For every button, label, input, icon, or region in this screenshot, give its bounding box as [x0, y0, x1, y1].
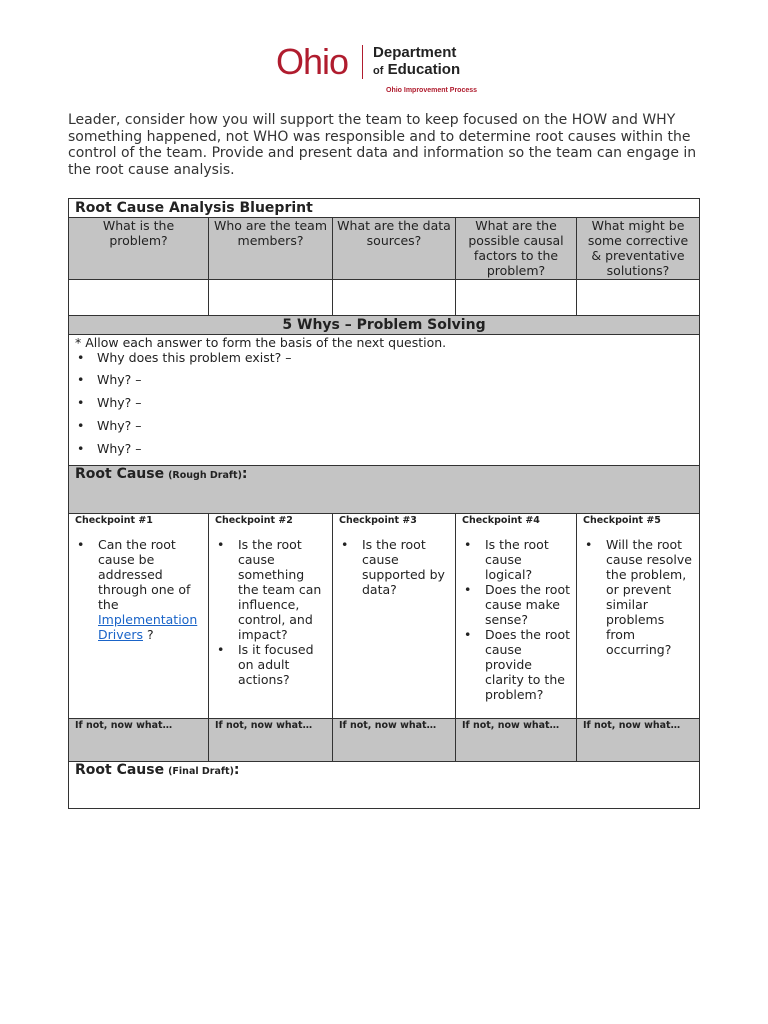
checkpoint-1-title: Checkpoint #1: [75, 515, 153, 526]
checkpoint-2: [209, 514, 333, 718]
final-qualifier: (Final Draft): [168, 766, 234, 777]
checkpoint-2-item-1: • Is the root cause something the team can influence, control, and impact?: [215, 537, 326, 642]
checkpoint-4-title: Checkpoint #4: [462, 515, 540, 526]
whys-note: * Allow each answer to form the basis of the next question.: [75, 335, 447, 350]
checkpoint-1-list: [75, 537, 202, 642]
blueprint-header-row: [69, 218, 699, 280]
checkpoint-4-list: [462, 537, 570, 702]
whys-title-text: 5 Whys – Problem Solving: [282, 317, 486, 333]
checkpoint-4-item-2: • Does the root cause make sense?: [462, 582, 570, 627]
ohio-logo: [276, 41, 461, 82]
if-not-1[interactable]: If not, now what…: [69, 719, 209, 761]
why-item-3: • Why? –: [75, 395, 693, 418]
checkpoint-3-item-1: • Is the root cause supported by data?: [339, 537, 449, 597]
logo-dept-line2: [373, 61, 460, 80]
rough-qualifier: (Rough Draft): [168, 470, 242, 481]
if-not-4[interactable]: If not, now what…: [456, 719, 577, 761]
checkpoint-4-item-3: • Does the root cause provide clarity to the problem?: [462, 627, 570, 702]
why-item-5: • Why? –: [75, 441, 693, 464]
logo-dept-education: Education: [387, 61, 461, 78]
logo-subtitle: Ohio Improvement Process: [386, 87, 478, 94]
why-item-1: • Why does this problem exist? –: [75, 350, 693, 372]
root-cause-final[interactable]: [69, 762, 699, 808]
rough-colon: :: [241, 466, 248, 482]
checkpoint-3-list: [339, 537, 449, 597]
logo-divider: [362, 45, 363, 79]
blueprint-col-team: Who are the team members?: [209, 218, 333, 279]
checkpoint-5-item-1: • Will the root cause resolve the problem, or prevent similar problems from occurring?: [583, 537, 693, 657]
blueprint-input-problem[interactable]: [69, 280, 209, 315]
if-not-3[interactable]: If not, now what…: [333, 719, 456, 761]
blueprint-col-problem: What is the problem?: [69, 218, 209, 279]
final-label: Root Cause: [75, 762, 165, 778]
checkpoint-1: [69, 514, 209, 718]
logo-dept-line1: Department: [373, 44, 457, 61]
checkpoint-1-after-link: ?: [142, 627, 154, 642]
logo-dept-of: of: [373, 65, 384, 77]
blueprint-input-row: [69, 280, 699, 316]
why-item-2: • Why? –: [75, 372, 693, 395]
rough-label: Root Cause: [75, 466, 165, 482]
whys-list: [75, 350, 693, 464]
checkpoint-2-list: [215, 537, 326, 687]
checkpoint-5-title: Checkpoint #5: [583, 515, 661, 526]
logo-ohio-word: Ohio: [276, 41, 349, 82]
whys-title: [69, 316, 699, 335]
blueprint-input-causal[interactable]: [456, 280, 577, 315]
checkpoint-3: [333, 514, 456, 718]
checkpoint-row: [69, 514, 699, 719]
checkpoint-1-item-text: Can the root cause be addressed through one of the: [98, 537, 191, 612]
blueprint-input-team[interactable]: [209, 280, 333, 315]
blueprint-title: Root Cause Analysis Blueprint: [69, 199, 699, 218]
logo-department: [373, 44, 460, 80]
blueprint-input-solutions[interactable]: [577, 280, 699, 315]
implementation-drivers-link[interactable]: Implementation Drivers: [98, 612, 198, 642]
checkpoint-3-title: Checkpoint #3: [339, 515, 417, 526]
blueprint-col-data: What are the data sources?: [333, 218, 456, 279]
checkpoint-5: [577, 514, 699, 718]
if-not-2[interactable]: If not, now what…: [209, 719, 333, 761]
checkpoint-4: [456, 514, 577, 718]
checkpoint-1-item: [75, 537, 202, 642]
checkpoint-5-list: [583, 537, 693, 657]
blueprint-input-data[interactable]: [333, 280, 456, 315]
blueprint-col-causal: What are the possible causal factors to the problem?: [456, 218, 577, 279]
if-not-row: [69, 719, 699, 762]
blueprint-col-solutions: What might be some corrective & preventative solutions?: [587, 218, 689, 278]
whys-section[interactable]: [69, 335, 699, 466]
checkpoint-2-title: Checkpoint #2: [215, 515, 293, 526]
checkpoint-4-item-1: • Is the root cause logical?: [462, 537, 570, 582]
final-colon: :: [233, 762, 240, 778]
if-not-5[interactable]: If not, now what…: [583, 720, 681, 731]
why-item-4: • Why? –: [75, 418, 693, 441]
checkpoint-2-item-2: • Is it focused on adult actions?: [215, 642, 326, 687]
root-cause-rough[interactable]: [69, 466, 699, 514]
intro-paragraph: Leader, consider how you will support the team to keep focused on the HOW and WHY something happened, not WHO was responsible and to determine root causes within the control of the team. Provide and present data and information so the team can engage in the root cause analysis.: [68, 112, 697, 178]
root-cause-sheet: [68, 198, 700, 809]
